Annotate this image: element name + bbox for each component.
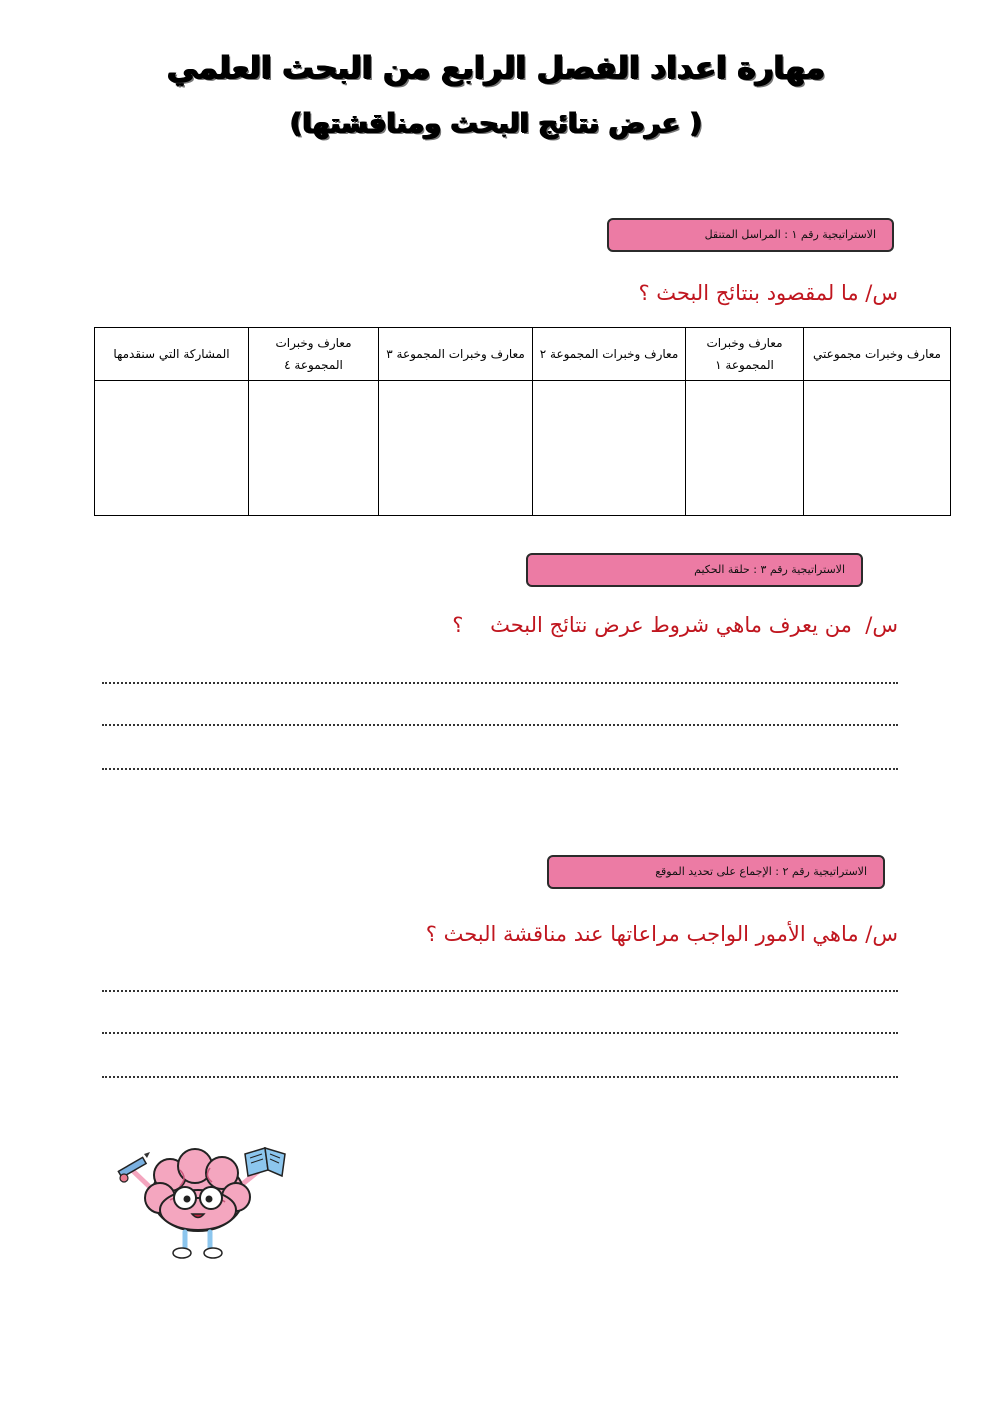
answer-line[interactable] — [102, 672, 898, 684]
answer-cell[interactable] — [533, 381, 686, 516]
table-header-row — [95, 328, 951, 381]
answer-cell[interactable] — [95, 381, 249, 516]
strategy-badge-2: الاستراتيجية رقم ٣ : حلقة الحكيم — [526, 553, 863, 587]
strategy-badge-1: الاستراتيجية رقم ١ : المراسل المتنقل — [607, 218, 894, 252]
answer-cell[interactable] — [249, 381, 379, 516]
page-title: مهارة اعداد الفصل الرابع من البحث العلمي — [167, 50, 825, 86]
answer-line[interactable] — [102, 1022, 898, 1034]
table-header-cell: معارف وخبرات المجموعة ٢ — [533, 328, 686, 381]
table-header-cell: المشاركة التي سنقدمها — [95, 328, 249, 381]
pencil-icon — [118, 1152, 150, 1182]
question-3: س/ ماهي الأمور الواجب مراعاتها عند مناقشة البحث ؟ — [425, 922, 898, 946]
page-subtitle: ( عرض نتائج البحث ومناقشتها) — [290, 108, 702, 139]
answer-cell[interactable] — [686, 381, 804, 516]
knowledge-table — [94, 327, 951, 516]
table-header-cell: معارف وخبرات مجموعتي — [804, 328, 951, 381]
answer-line[interactable] — [102, 980, 898, 992]
answer-cell[interactable] — [379, 381, 533, 516]
question-1: س/ ما لمقصود بنتائج البحث ؟ — [638, 281, 898, 305]
answer-cell[interactable] — [804, 381, 951, 516]
answer-line[interactable] — [102, 758, 898, 770]
strategy-badge-3: الاستراتيجية رقم ٢ : الإجماع على تحديد الموقع — [547, 855, 885, 889]
answer-line[interactable] — [102, 1066, 898, 1078]
table-header-cell: معارف وخبرات المجموعة ٤ — [249, 328, 379, 381]
table-header-cell: معارف وخبرات المجموعة ٣ — [379, 328, 533, 381]
brain-mascot-icon — [110, 1140, 295, 1265]
table-row — [95, 381, 951, 516]
book-icon — [245, 1148, 285, 1176]
table-header-cell: معارف وخبرات المجموعة ١ — [686, 328, 804, 381]
question-2: س/ من يعرف ماهي شروط عرض نتائج البحث ؟ — [452, 613, 898, 637]
answer-line[interactable] — [102, 714, 898, 726]
